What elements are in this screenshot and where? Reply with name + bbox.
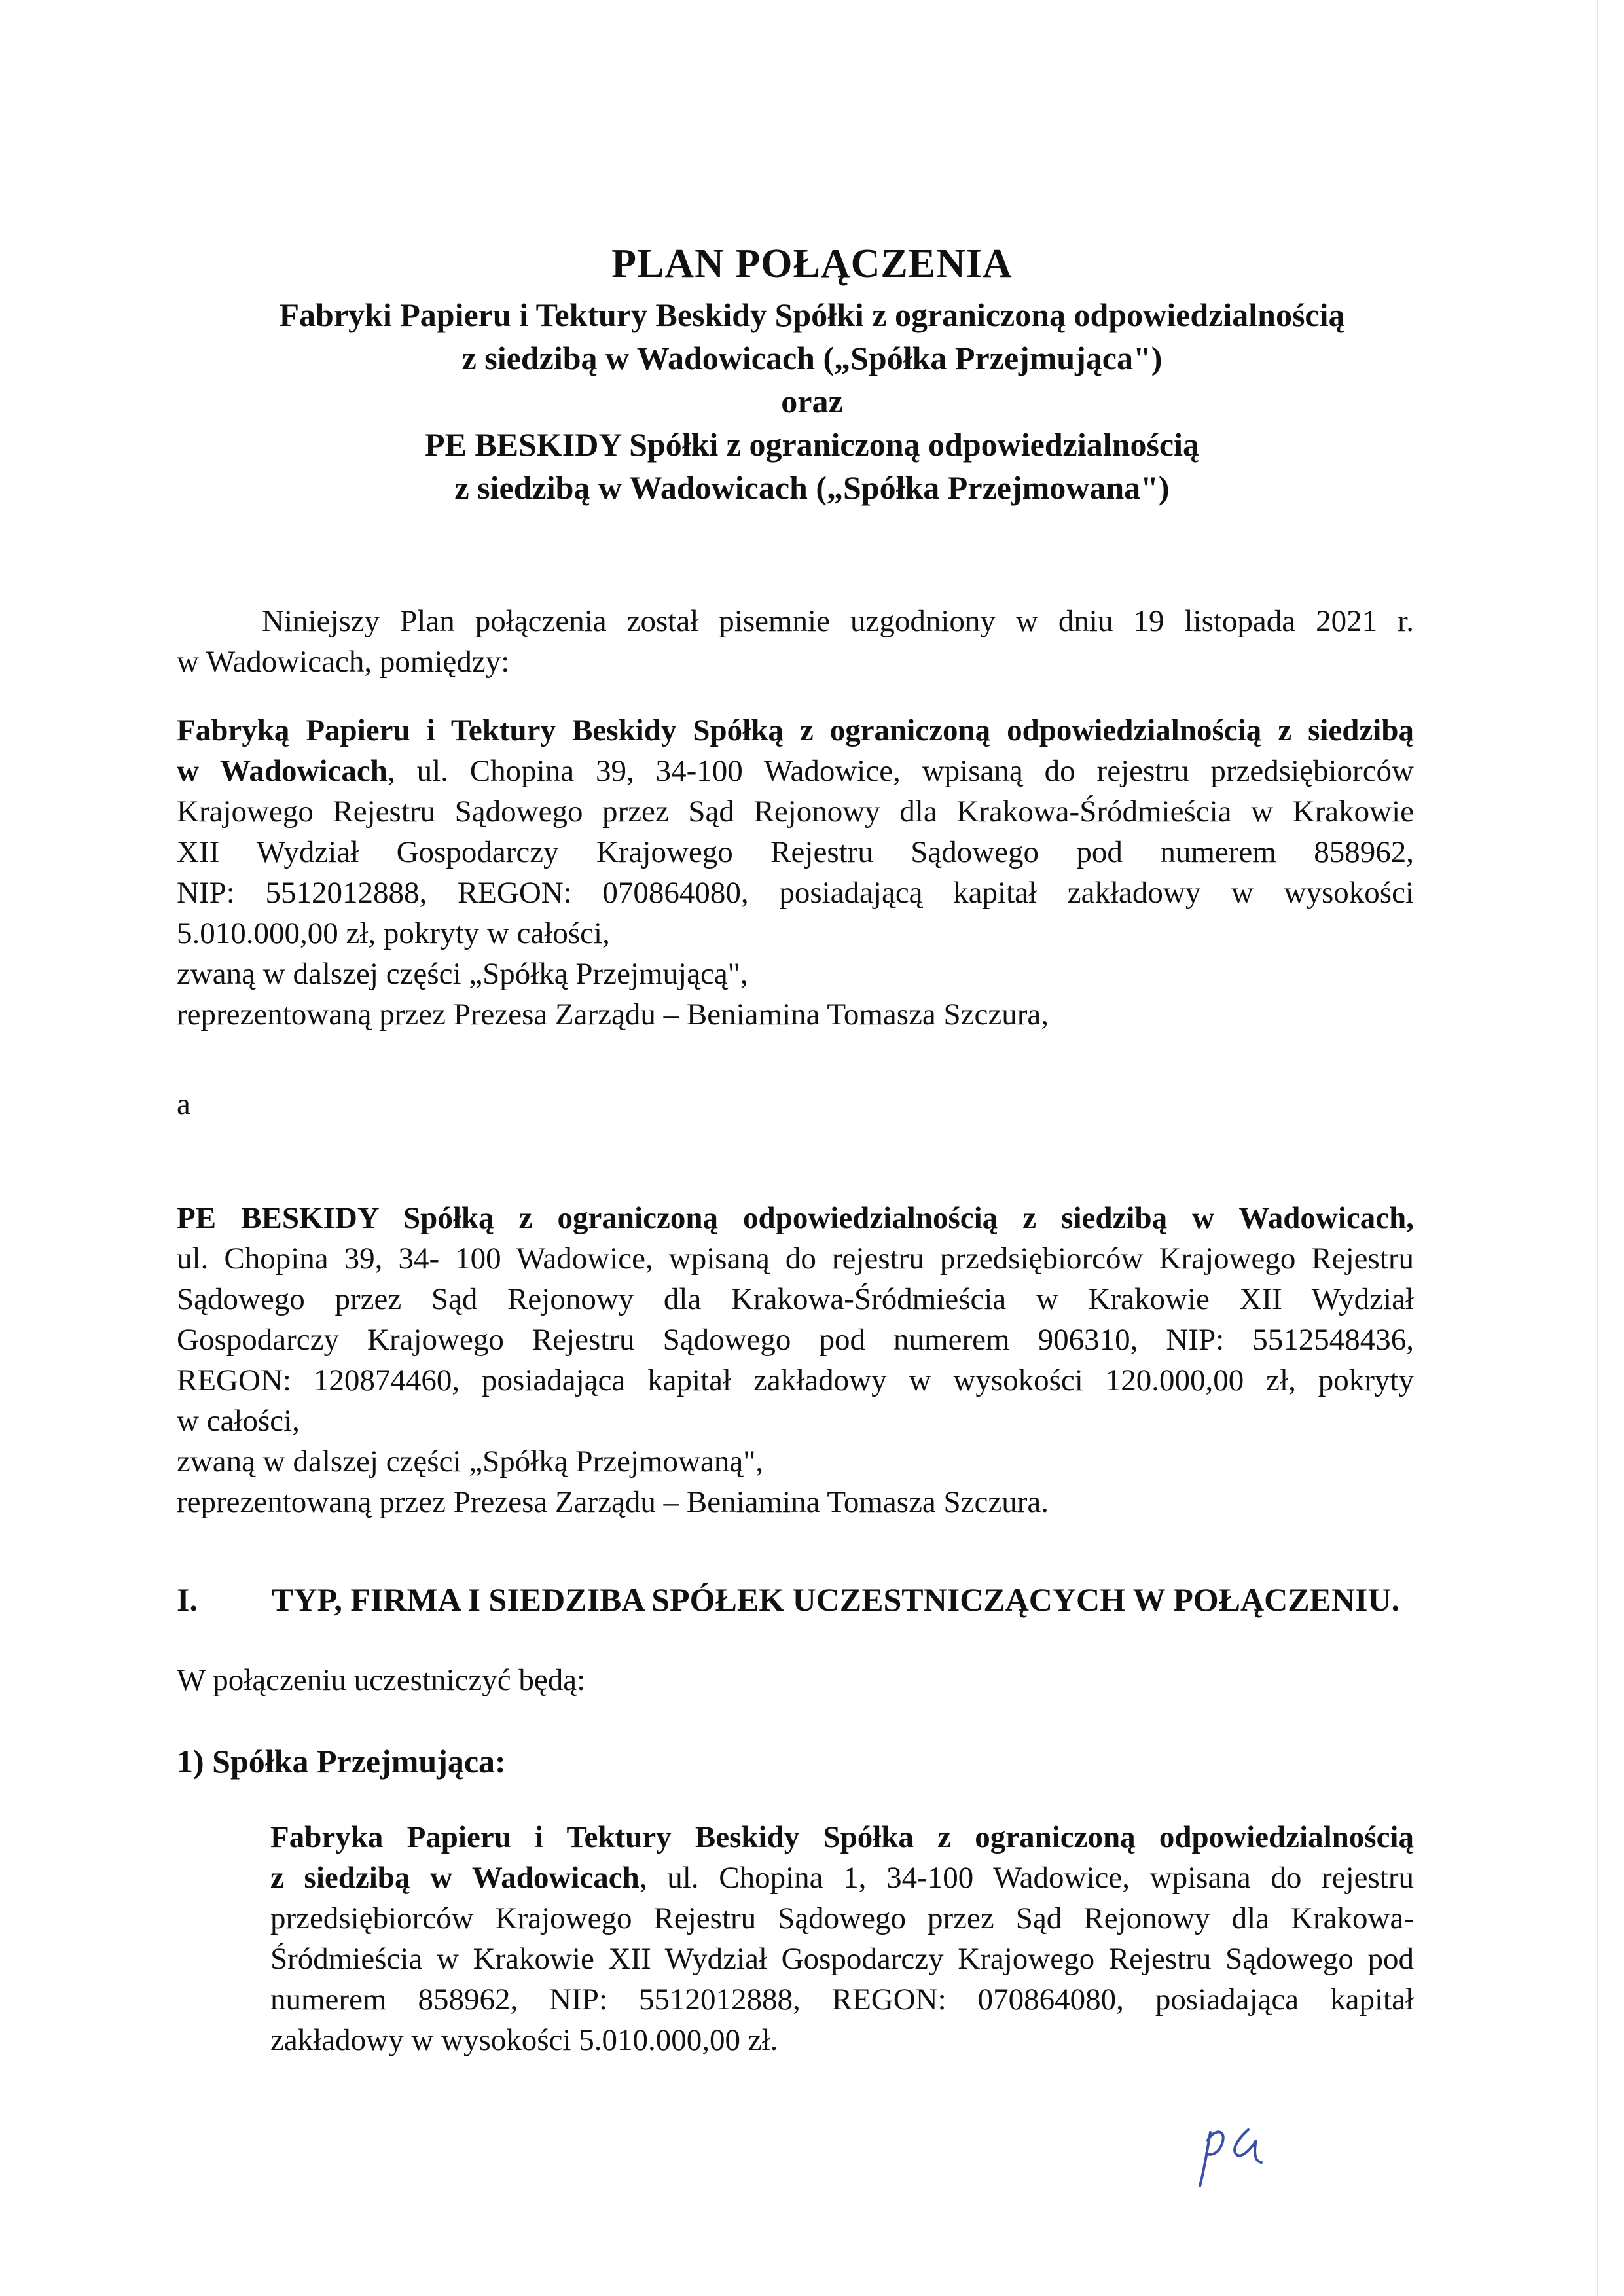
- item-1-line-2-bold: z siedzibą w Wadowicach: [270, 1861, 640, 1895]
- item-1-line-2: , ul. Chopina 1, 34-100 Wadowice, wpisana do rejestru: [639, 1861, 1414, 1895]
- acquiring-company-paragraph: [270, 1817, 1414, 2060]
- intro-line-1: Niniejszy Plan połączenia został pisemnie uzgodniony w dniu 19 listopada 2021 r.: [262, 604, 1414, 638]
- header-line-2: z siedzibą w Wadowicach („Spółka Przejmująca"): [461, 340, 1163, 376]
- item-1-line-6: zakładowy w wysokości 5.010.000,00 zł.: [270, 2023, 778, 2057]
- party-2-line-2: ul. Chopina 39, 34- 100 Wadowice, wpisaną do rejestru przedsiębiorców Krajowego Rejestru: [177, 1242, 1414, 1276]
- party-1-line-3: Krajowego Rejestru Sądowego przez Sąd Rejonowy dla Krakowa-Śródmieścia w Krakowie: [177, 795, 1414, 829]
- header-line-1: Fabryki Papieru i Tektury Beskidy Spółki z ograniczoną odpowiedzialnością: [279, 296, 1345, 333]
- party-1-paragraph: [177, 710, 1414, 1035]
- party-2-line-6: w całości,: [177, 1404, 300, 1438]
- intro-line-2: w Wadowicach, pomiędzy:: [177, 645, 510, 679]
- section-number: I.: [177, 1581, 198, 1618]
- party-2-line-3: Sądowego przez Sąd Rejonowy dla Krakowa-Śródmieścia w Krakowie XII Wydział: [177, 1282, 1414, 1316]
- header-line-3: oraz: [781, 383, 843, 420]
- party-1-line-1: Fabryką Papieru i Tektury Beskidy Spółką z ograniczoną odpowiedzialnością z siedzibą: [177, 713, 1414, 747]
- party-1-line-2-bold: w Wadowicach: [177, 754, 388, 788]
- party-2-line-8: reprezentowaną przez Prezesa Zarządu – Beniamina Tomasza Szczura.: [177, 1485, 1049, 1519]
- header-line-5: z siedzibą w Wadowicach („Spółka Przejmowana"): [454, 469, 1170, 506]
- party-2-paragraph: [177, 1198, 1414, 1522]
- party-2-line-4: Gospodarczy Krajowego Rejestru Sądowego pod numerem 906310, NIP: 5512548436,: [177, 1323, 1414, 1357]
- party-2-line-1: PE BESKIDY Spółką z ograniczoną odpowiedzialnością z siedzibą w Wadowicach,: [177, 1201, 1414, 1235]
- party-1-line-5: NIP: 5512012888, REGON: 070864080, posiadającą kapitał zakładowy w wysokości: [177, 876, 1414, 910]
- initials-signature: [1188, 2121, 1273, 2193]
- header-line-4: PE BESKIDY Spółki z ograniczoną odpowiedzialnością: [424, 426, 1200, 463]
- conjunction: a: [177, 1087, 190, 1121]
- section-title: TYP, FIRMA I SIEDZIBA SPÓŁEK UCZESTNICZĄCYCH W POŁĄCZENIU.: [272, 1581, 1400, 1618]
- party-1-line-2: , ul. Chopina 39, 34-100 Wadowice, wpisaną do rejestru przedsiębiorców: [387, 754, 1414, 788]
- party-2-line-5: REGON: 120874460, posiadająca kapitał zakładowy w wysokości 120.000,00 zł, pokryty: [177, 1363, 1414, 1397]
- section-heading: [177, 1581, 1414, 1619]
- party-1-line-6: 5.010.000,00 zł, pokryty w całości,: [177, 916, 610, 950]
- party-2-line-7: zwaną w dalszej części „Spółką Przejmowaną",: [177, 1444, 764, 1479]
- intro-paragraph: [177, 601, 1414, 682]
- item-1-line-5: numerem 858962, NIP: 5512012888, REGON: 070864080, posiadająca kapitał: [270, 1982, 1414, 2017]
- party-1-line-7: zwaną w dalszej części „Spółką Przejmującą",: [177, 957, 748, 991]
- party-1-line-8: reprezentowaną przez Prezesa Zarządu – Beniamina Tomasza Szczura,: [177, 997, 1049, 1031]
- document-title: PLAN POŁĄCZENIA: [611, 242, 1013, 286]
- party-1-line-4: XII Wydział Gospodarczy Krajowego Rejestru Sądowego pod numerem 858962,: [177, 835, 1414, 869]
- item-1-line-4: Śródmieścia w Krakowie XII Wydział Gospodarczy Krajowego Rejestru Sądowego pod: [270, 1942, 1414, 1976]
- subsection-label: 1) Spółka Przejmująca:: [177, 1743, 506, 1780]
- section-intro: W połączeniu uczestniczyć będą:: [177, 1663, 586, 1697]
- item-1-line-3: przedsiębiorców Krajowego Rejestru Sądowego przez Sąd Rejonowy dla Krakowa-: [270, 1901, 1414, 1935]
- item-1-line-1: Fabryka Papieru i Tektury Beskidy Spółka z ograniczoną odpowiedzialnością: [270, 1820, 1414, 1854]
